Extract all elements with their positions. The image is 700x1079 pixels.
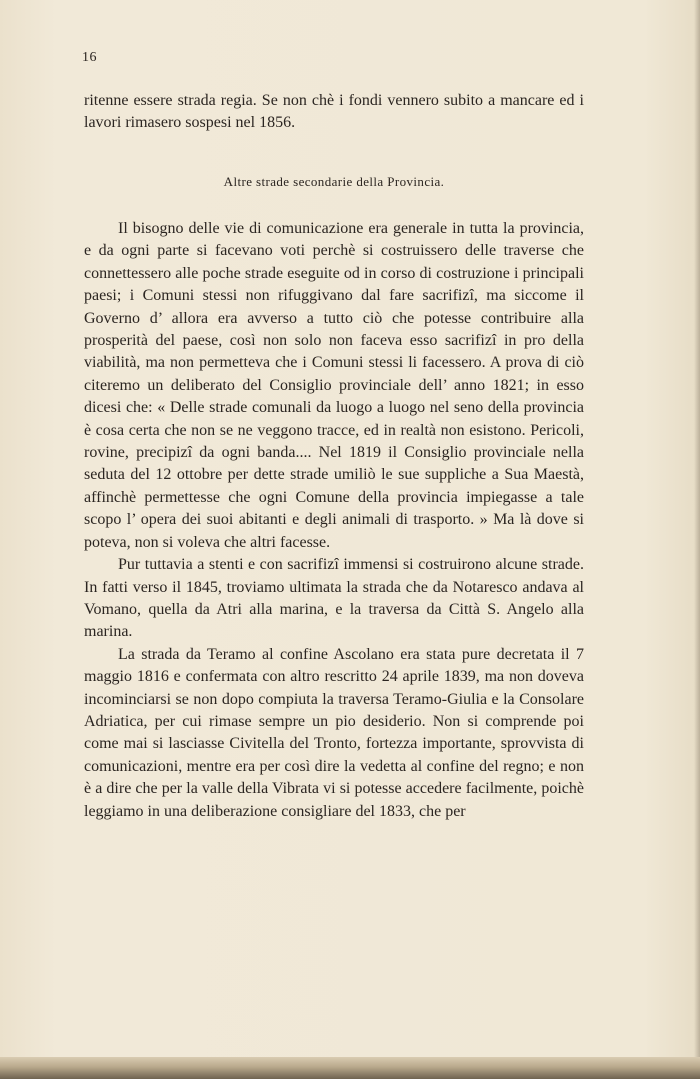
page-edge-shadow [694,0,700,1079]
paragraph: Il bisogno delle vie di comunicazione era generale in tutta la provincia, e da ogni parte si facevano voti perchè si costruissero delle traverse che connettessero alle poche strade eseguite od in corso di costruzione i principali paesi; i Comuni stessi non rifuggivano dal fare sacrifizî, ma siccome il Governo d’ allora era avverso a tutto ciò che potesse contribuire alla prosperità del paese, così non solo non faceva esso sacrifizî in pro della viabilità, ma non permetteva che i Comuni stessi li facessero. A prova di ciò citeremo un deliberato del Consiglio provinciale dell’ anno 1821; in esso dicesi che: « Delle strade comunali da luogo a luogo nel seno della provincia è cosa certa che non se ne veggono tracce, ed in realtà non esistono. Pericoli, rovine, precipizî da ogni banda.... Nel 1819 il Consiglio provinciale nella seduta del 12 ottobre per dette strade umiliò le sue suppliche a Sua Maestà, affinchè permettesse che ogni Comune della provincia impiegasse a tale scopo l’ opera dei suoi abitanti e degli animali di trasporto. » Ma là dove si poteva, non si voleva che altri facesse. [84,220,584,551]
page-number: 16 [82,50,97,65]
section-heading: Altre strade secondarie della Provincia. [223,174,445,189]
section-body [84,218,584,823]
paragraph: La strada da Teramo al confine Ascolano era stata pure decretata il 7 maggio 1816 e confermata con altro rescritto 24 aprile 1839, ma non doveva incominciarsi se non dopo compiuta la traversa Teramo-Giulia e la Consolare Adriatica, per cui rimase sempre un pio desiderio. Non si comprende poi come mai si lasciasse Civitella del Tronto, fortezza importante, sprovvista di comunicazioni, mentre era per così dire la vedetta al confine del regno; e non è a dire che per la valle della Vibrata vi si potesse accedere facilmente, poichè leggiamo in una deliberazione consigliare del 1833, che per [84,645,584,820]
paragraph: Pur tuttavia a stenti e con sacrifizî immensi si costruirono alcune strade. In fatti verso il 1845, troviamo ultimata la strada che da Notaresco andava al Vomano, quella da Atri alla marina, e la traversa da Città S. Angelo alla marina. [84,556,584,641]
scan-bottom-edge [0,1057,700,1079]
intro-paragraph: ritenne essere strada regia. Se non chè i fondi vennero subito a mancare ed i lavori rimasero sospesi nel 1856. [84,92,584,132]
